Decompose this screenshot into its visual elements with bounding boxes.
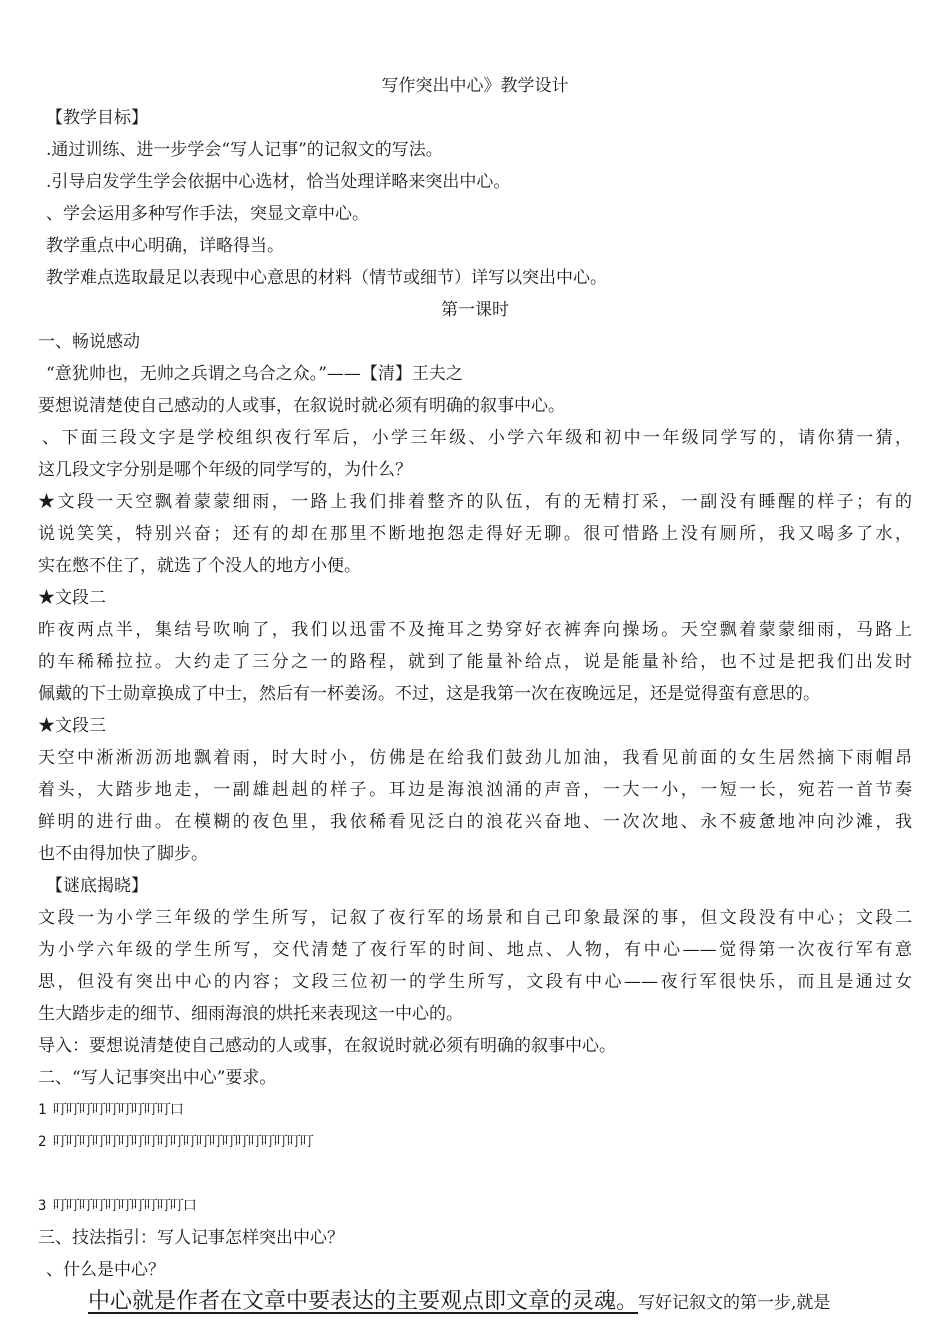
passage-2 [38,614,912,710]
passage-1-line-1: ★文段一天空飘着蒙蒙细雨，一路上我们排着整齐的队伍，有的无精打采，一副没有睡醒的样子；有的 [38,492,912,512]
answer-line-2: 为小学六年级的学生所写，交代清楚了夜行军的时间、地点、人物，有中心——觉得第一次夜行军有意 [38,940,912,960]
difficult-point: 教学难点选取最足以表现中心意思的材料（情节或细节）详写以突出中心。 [46,268,607,288]
passage-2-heading: ★文段二 [38,588,106,608]
section-3-heading: 三、技法指引：写人记事怎样突出中心？ [38,1228,344,1248]
answer-line-1: 文段一为小学三年级的学生所写，记叙了夜行军的场景和自己印象最深的事，但文段没有中心；文段二 [38,908,912,928]
passage-3-line-2: 着头，大踏步地走，一副雄赳赳的样子。耳边是海浪汹涌的声音，一大一小，一短一长，宛若一首节奏 [38,780,912,800]
quote: “意犹帅也，无帅之兵谓之乌合之众。”——【清】王夫之 [46,364,463,384]
requirement-1: 1 叮叮叮叮叮叮叮叮叮口 [38,1102,183,1118]
passage-2-line-3: 佩戴的下士勋章换成了中士，然后有一杯姜汤。不过，这是我第一次在夜晚远足，还是觉得蛮有意思的。 [38,684,820,704]
section-1-heading: 一、畅说感动 [38,332,140,352]
requirement-2: 2 叮叮叮叮叮叮叮叮叮叮叮叮叮叮叮叮叮叮叮叮 [38,1134,313,1150]
passage-1-line-2: 说说笑笑，特别兴奋；还有的却在那里不断地抱怨走得好无聊。很可惜路上没有厕所，我又喝多了水， [38,524,912,544]
passage-2-line-2: 的车稀稀拉拉。大约走了三分之一的路程，就到了能量补给点，说是能量补给，也不过是把我们出发时 [38,652,912,672]
passage-2-line-1: 昨夜两点半，集结号吹响了，我们以迅雷不及掩耳之势穿好衣裤奔向操场。天空飘着蒙蒙细雨，马路上 [38,620,912,640]
question-line-1: 、下面三段文字是学校组织夜行军后，小学三年级、小学六年级和初中一年级同学写的，请你猜一猜， [42,428,912,448]
lead-in: 导入：要想说清楚使自己感动的人或事，在叙说时就必须有明确的叙事中心。 [38,1036,616,1056]
goal-item-3: 、学会运用多种写作手法，突显文章中心。 [46,204,369,224]
lesson-heading: 第一课时 [441,300,509,320]
key-point: 教学重点中心明确，详略得当。 [46,236,284,256]
goal-item-2: .引导启发学生学会依据中心选材，恰当处理详略来突出中心。 [46,172,511,192]
answer-heading: 【谜底揭晓】 [46,876,148,896]
passage-3-line-1: 天空中淅淅沥沥地飘着雨，时大时小，仿佛是在给我们鼓劲儿加油，我看见前面的女生居然摘下雨帽昂 [38,748,912,768]
section-2-heading: 二、“写人记事突出中心”要求。 [38,1068,277,1088]
definition-tail: 写好记叙文的第一步,就是 [638,1293,831,1313]
definition-line [38,1286,912,1318]
goal-item-1: .通过训练、进一步学会“写人记事”的记叙文的写法。 [46,140,443,160]
center-definition: 中心就是作者在文章中要表达的主要观点即文章的灵魂。 [88,1289,639,1314]
question-paragraph [38,422,912,486]
question-line-2: 这几段文字分别是哪个年级的同学写的，为什么？ [38,460,412,480]
answer-line-4: 生大踏步走的细节、细雨海浪的烘托来表现这一中心的。 [38,1004,463,1024]
passage-1-line-3: 实在憋不住了，就选了个没人的地方小便。 [38,556,361,576]
blank-gap [38,1158,912,1190]
answer-paragraph [38,902,912,1030]
goals-heading: 【教学目标】 [46,108,148,128]
answer-line-3: 思，但没有突出中心的内容；文段三位初一的学生所写，文段有中心——夜行军很快乐，而且是通过女 [38,972,912,992]
passage-3-line-4: 也不由得加快了脚步。 [38,844,208,864]
intro-line: 要想说清楚使自己感动的人或事，在叙说时就必须有明确的叙事中心。 [38,396,565,416]
passage-3-line-3: 鲜明的进行曲。在模糊的夜色里，我依稀看见泛白的浪花兴奋地、一次次地、永不疲惫地冲向沙滩，我 [38,812,912,832]
passage-3 [38,742,912,870]
what-is-center: 、什么是中心？ [46,1260,165,1280]
requirement-3: 3 叮叮叮叮叮叮叮叮叮叮口 [38,1198,196,1214]
document-page [38,70,912,1318]
passage-3-heading: ★文段三 [38,716,106,736]
passage-1 [38,486,912,582]
document-title: 写作突出中心》教学设计 [381,76,569,96]
